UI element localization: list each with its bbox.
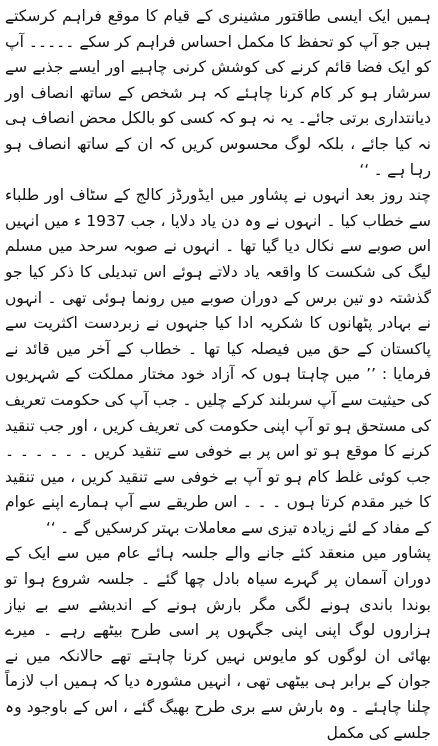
paragraph-speech-end: ہمیں ایک ایسی طاقتور مشینری کے قیام کا موقع فراہم کرسکتے ہیں جو آپ کو تحفظ کا مکمل احساس فراہم کر سکے ۔۔۔۔۔ آپ کو ایک فضا قائم کرنے کی کوشش کرنی چاہیے اور ایسے جذبے سے سرشار ہو کر کام کرنا چاہئے کہ ہر شخص کے ساتھ انصاف اور دیانتداری برتی جائے۔ یہ نہ ہو کہ کسی کو بالکل محض انصاف ہی نہ کیا جائے ، بلکہ لوگ محسوس کریں کہ ان کے ساتھ انصاف ہو رہا ہے ۔ ‘‘ (5, 7, 431, 179)
paragraph-peshawar-college-address: چند روز بعد انہوں نے پشاور میں ایڈورڈز کالج کے سٹاف اور طلباء سے خطاب کیا ۔ انہوں نے وہ دن یاد دلایا ، جب 1937 ء میں انہیں اس صوبے سے نکال دیا گیا تھا ۔ انہوں نے صوبہ سرحد میں مسلم لیگ کی شکست کا واقعہ یاد دلاتے ہوئے اس تبدیلی کا ذکر کیا جو گذشتہ دو تین برس کے دوران صوبے میں رونما ہوئی تھی ۔ انہوں نے بہادر پٹھانوں کا شکریہ ادا کیا جنہوں نے زبردست اکثریت سے پاکستان کے حق میں فیصلہ کیا تھا ۔ خطاب کے آخر میں قائد نے فرمایا : ’’ میں چاہتا ہوں کہ آزاد خود مختار مملکت کے شہریوں کی حیثیت سے آپ سربلند کرکے چلیں ۔ جب آپ کی حکومت تعریف کی مستحق ہو تو آپ اپنی حکومت کی تعریف کریں ، اور جب تنقید کرنے کا موقع ہو تو اس پر بے خوفی سے تنقید کریں ۔ ۔ ۔ ۔ ۔ ۔ جب کوئی غلط کام ہو تو آپ بے خوفی سے تنقید کریں ، میں تنقید کا خیر مقدم کرتا ہوں ۔ ۔ ۔ اس طریقے سے آپ ہمارے اپنے عوام کے مفاد کے لئے زیادہ تیزی سے معاملات بہتر کرسکیں گے ۔ ‘‘ (5, 186, 432, 537)
paragraph-rain-public-meeting: پشاور میں منعقد کئے جانے والے جلسہ ہائے عام میں سے ایک کے دوران آسمان پر گہرے سیاہ بادل چھا گئے ۔ جلسہ شروع ہوا تو بوندا باندی ہونے لگی مگر بارش ہونے کے اندیشے سے بے نیاز ہزاروں لوگ اپنی اپنی جگہوں پر اسی طرح بیٹھے رہے ۔ میرے بھائی ان لوگوں کو مایوس نہیں کرنا چاہتے تھے حالانکہ میں نے جوان کے برابر ہی بیٹھی تھی ، انہیں مشورہ دیا کہ ہمیں اب لازماً چلنا چاہئے ۔ وہ بارش سے بری طرح بھیگ گئے ، اس کے باوجود وہ جلسے کی مکمل (5, 544, 431, 742)
